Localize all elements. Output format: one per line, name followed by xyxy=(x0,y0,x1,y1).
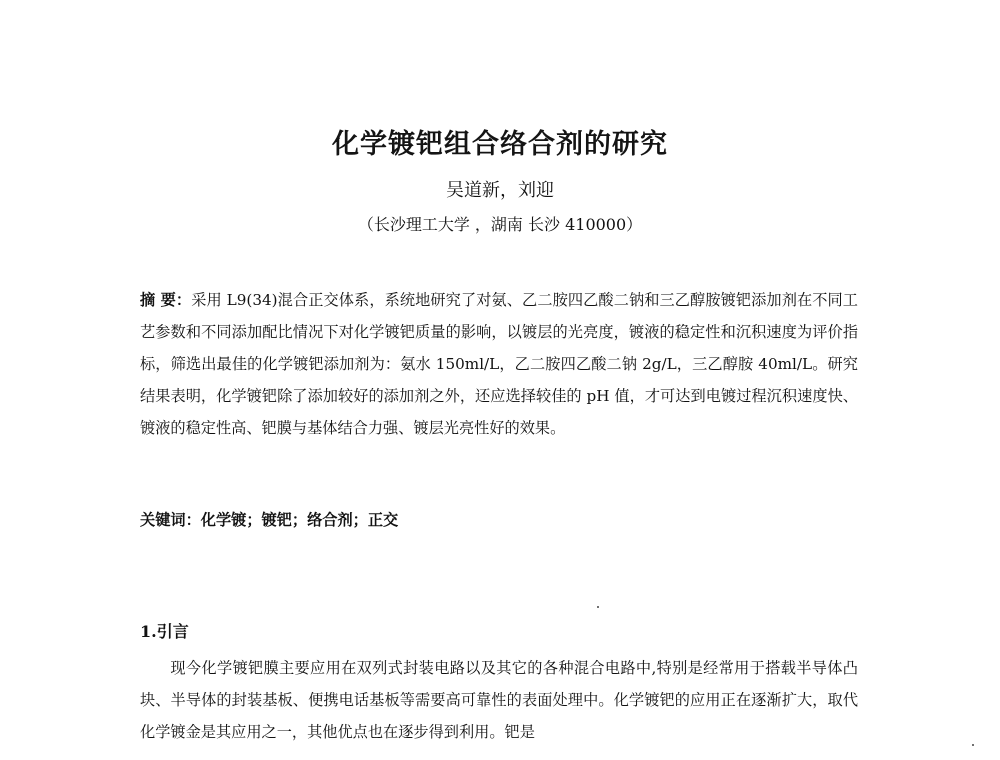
paper-title: 化学镀钯组合络合剂的研究 xyxy=(332,129,668,160)
abstract-block xyxy=(140,284,858,444)
scan-speck xyxy=(972,744,974,746)
keywords-text: 化学镀；镀钯；络合剂；正交 xyxy=(200,511,399,529)
keywords-block xyxy=(140,508,858,532)
scan-speck xyxy=(597,606,599,608)
keywords-label: 关键词： xyxy=(140,511,201,529)
abstract-text: 采用 L9(34)混合正交体系，系统地研究了对氨、乙二胺四乙酸二钠和三乙醇胺镀钯添加剂在不同工艺参数和不同添加配比情况下对化学镀钯质量的影响，以镀层的光亮度，镀液的稳定性和沉积速度为评价指标，筛选出最佳的化学镀钯添加剂为：氨水 150ml/L，乙二胺四乙酸二钠 2g/L，三乙醇胺 40ml/L。研究结果表明，化学镀钯除了添加较好的添加剂之外，还应选择较佳的 pH 值，才可达到电镀过程沉积速度快、镀液的稳定性高、钯膜与基体结合力强、镀层光亮性好的效果。 xyxy=(140,291,858,437)
introduction-paragraph: 现今化学镀钯膜主要应用在双列式封装电路以及其它的各种混合电路中,特别是经常用于搭载半导体凸块、半导体的封装基板、便携电话基板等需要高可靠性的表面处理中。化学镀钯的应用正在逐渐扩大，取代化学镀金是其应用之一，其他优点也在逐步得到利用。钯是 xyxy=(140,659,858,741)
paper-authors: 吴道新，刘迎 xyxy=(446,180,554,201)
abstract-label: 摘 要： xyxy=(140,291,192,309)
paper-affiliation: （长沙理工大学 ，湖南 长沙 410000） xyxy=(357,215,643,234)
section-heading-introduction: 1.引言 xyxy=(140,622,189,641)
